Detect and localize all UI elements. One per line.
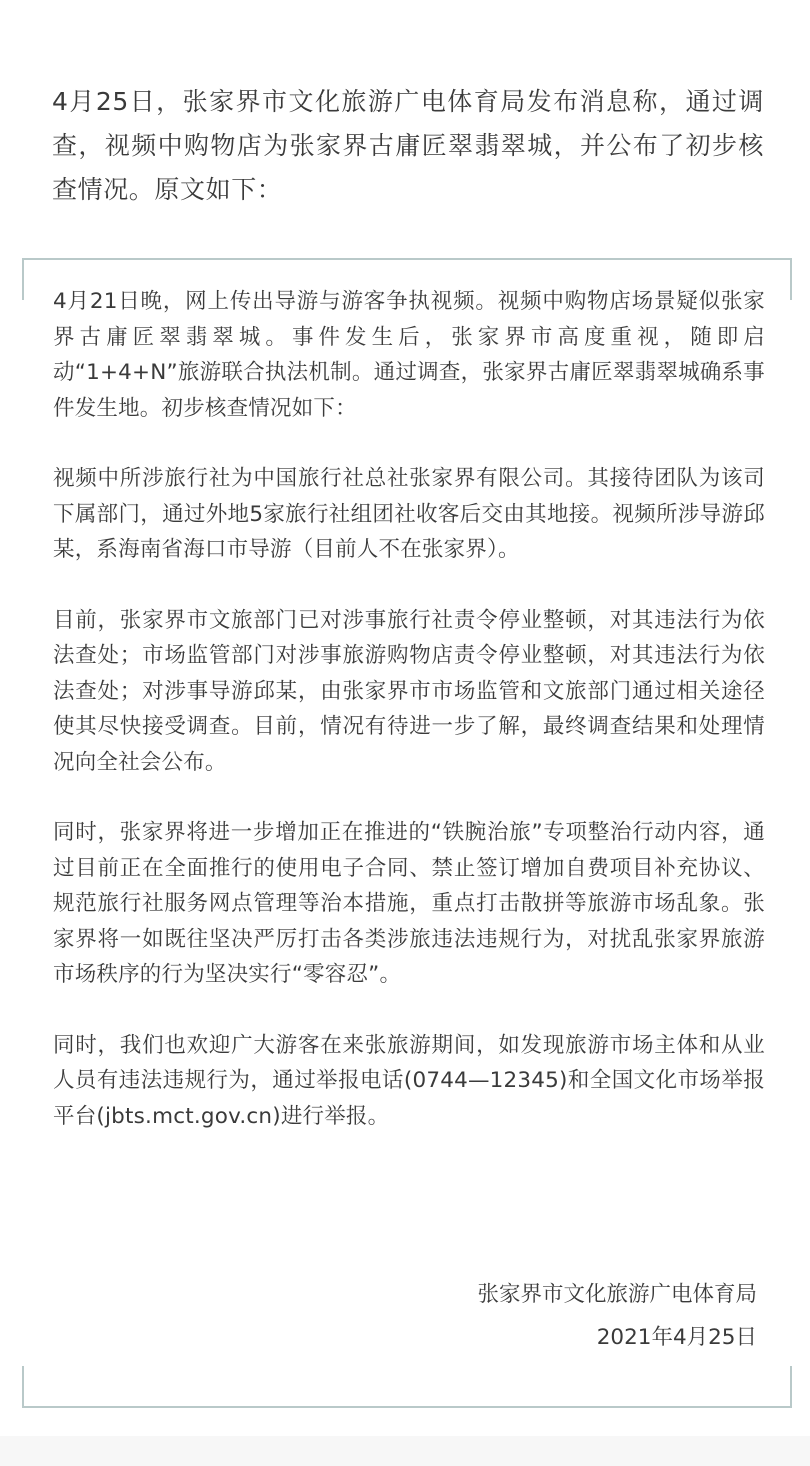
signature-org: 张家界市文化旅游广电体育局 [477, 1282, 757, 1307]
bottom-strip [0, 1436, 810, 1466]
frame-bottom [22, 1366, 792, 1408]
signature-date: 2021年4月25日 [596, 1325, 757, 1350]
notice-body [53, 284, 765, 1169]
notice-paragraph-1: 4月21日晚，网上传出导游与游客争执视频。视频中购物店场景疑似张家界古庸匠翠翡翠城。事件发生后，张家界市高度重视，随即启动“1+4+N”旅游联合执法机制。通过调查，张家界古庸匠翠翡翠城确系事件发生地。初步核查情况如下： [53, 289, 765, 421]
notice-paragraph-2: 视频中所涉旅行社为中国旅行社总社张家界有限公司。其接待团队为该司下属部门，通过外地5家旅行社组团社收客后交由其地接。视频所涉导游邱某，系海南省海口市导游（目前人不在张家界）。 [53, 466, 765, 562]
quoted-notice [22, 258, 788, 1408]
intro-paragraph: 4月25日，张家界市文化旅游广电体育局发布消息称，通过调查，视频中购物店为张家界古庸匠翠翡翠城，并公布了初步核查情况。原文如下： [52, 87, 764, 204]
notice-paragraph-4: 同时，张家界将进一步增加正在推进的“铁腕治旅”专项整治行动内容，通过目前正在全面推行的使用电子合同、禁止签订增加自费项目补充协议、规范旅行社服务网点管理等治本措施，重点打击散拼等旅游市场乱象。张家界将一如既往坚决严厉打击各类涉旅违法违规行为，对扰乱张家界旅游市场秩序的行为坚决实行“零容忍”。 [53, 820, 765, 987]
notice-paragraph-3: 目前，张家界市文旅部门已对涉事旅行社责令停业整顿，对其违法行为依法查处；市场监管部门对涉事旅游购物店责令停业整顿，对其违法行为依法查处；对涉事导游邱某，由张家界市市场监管和文旅部门通过相关途径使其尽快接受调查。目前，情况有待进一步了解，最终调查结果和处理情况向全社会公布。 [53, 607, 765, 775]
signature-block [477, 1273, 757, 1359]
notice-paragraph-5: 同时，我们也欢迎广大游客在来张旅游期间，如发现旅游市场主体和从业人员有违法违规行为，通过举报电话(0744—12345)和全国文化市场举报平台(jbts.mct.gov.cn)进行举报。 [53, 1032, 765, 1129]
